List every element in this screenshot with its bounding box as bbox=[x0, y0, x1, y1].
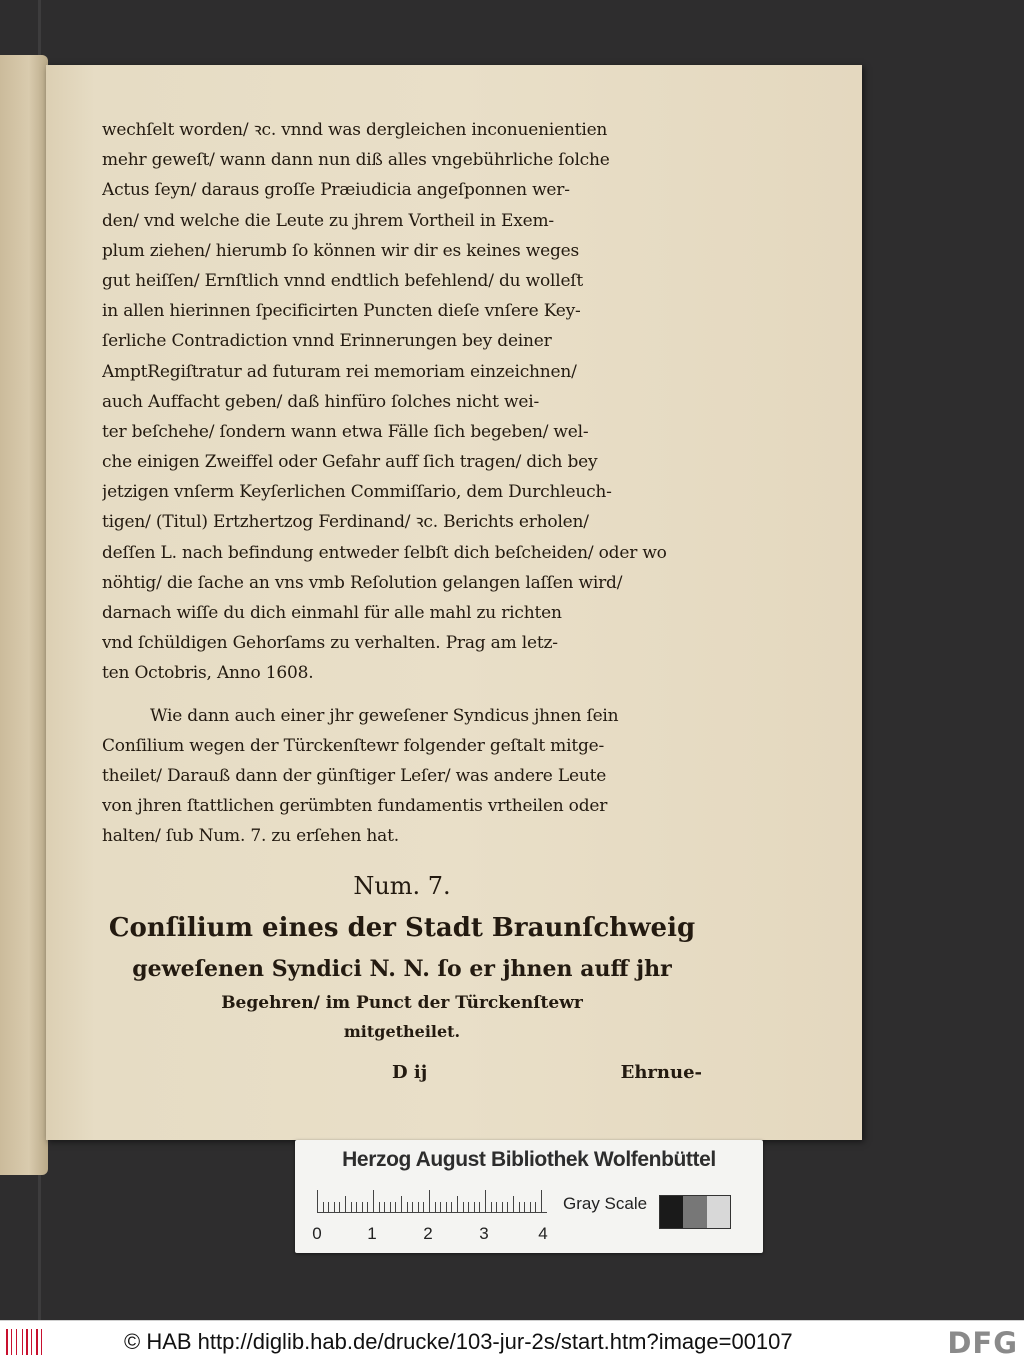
ruler-tick bbox=[317, 1190, 318, 1212]
ruler-tick bbox=[423, 1202, 424, 1212]
ruler-tick bbox=[524, 1202, 525, 1212]
text-line: von jhren ſtattlichen gerümbten fundamentis vrtheilen oder bbox=[102, 796, 608, 817]
ruler-number: 3 bbox=[479, 1224, 489, 1243]
book-page bbox=[46, 65, 862, 1140]
ruler-tick bbox=[446, 1202, 447, 1212]
ruler-tick bbox=[367, 1202, 368, 1212]
ruler-tick bbox=[457, 1196, 458, 1212]
grayscale-light bbox=[707, 1196, 730, 1228]
text-line: vnd ſchüldigen Gehorſams zu verhalten. Prag am letz- bbox=[102, 633, 558, 654]
text-line: in allen hierinnen ſpecificirten Puncten dieſe vnſere Key- bbox=[102, 301, 581, 322]
ruler-number: 4 bbox=[538, 1224, 548, 1243]
ruler-number: 0 bbox=[312, 1224, 322, 1243]
ruler-tick bbox=[323, 1202, 324, 1212]
grayscale-dark bbox=[660, 1196, 683, 1228]
text-line: ten Octobris, Anno 1608. bbox=[102, 663, 314, 684]
section-title: Begehren/ im Punct der Türckenſtewr bbox=[221, 992, 583, 1013]
library-label bbox=[295, 1140, 763, 1253]
text-line: deſſen L. nach befindung entweder ſelbſt dich beſcheiden/ oder wo bbox=[102, 542, 667, 563]
ruler-tick bbox=[356, 1202, 357, 1212]
ruler-tick bbox=[345, 1196, 346, 1212]
grayscale-label: Gray Scale bbox=[563, 1194, 648, 1213]
ruler-tick bbox=[468, 1202, 469, 1212]
ruler-number: 1 bbox=[367, 1224, 377, 1243]
ruler-tick bbox=[474, 1202, 475, 1212]
ruler-tick bbox=[519, 1202, 520, 1212]
ruler-tick bbox=[491, 1202, 492, 1212]
page-footer bbox=[102, 1056, 702, 1096]
barcode-bar bbox=[41, 1329, 42, 1355]
barcode-bar bbox=[31, 1329, 32, 1355]
text-line: theilet/ Darauß dann der günſtiger Leſer/ was andere Leute bbox=[102, 765, 607, 786]
text-line: wechſelt worden/ ꝛc. vnnd was dergleichen inconuenientien bbox=[102, 120, 608, 140]
barcode-bar bbox=[11, 1329, 12, 1355]
ruler-tick bbox=[429, 1190, 430, 1212]
page-text bbox=[102, 115, 702, 1096]
ruler-number: 2 bbox=[423, 1224, 433, 1243]
text-line: Actus ſeyn/ daraus groſſe Præiudicia angeſponnen wer- bbox=[102, 180, 570, 201]
text-line: ter beſchehe/ ſondern wann etwa Fälle ſich begeben/ wel- bbox=[102, 421, 589, 442]
ruler-tick bbox=[513, 1196, 514, 1212]
copyright-link[interactable]: © HAB http://diglib.hab.de/drucke/103-jur-2s/start.htm?image=00107 bbox=[124, 1329, 793, 1354]
barcode-bar bbox=[26, 1329, 28, 1355]
section-title: mitgetheilet. bbox=[343, 1021, 461, 1041]
section-title: geweſenen Syndici N. N. ſo er jhnen auff jhr bbox=[132, 955, 672, 982]
ruler-tick bbox=[502, 1202, 503, 1212]
text-line: tigen/ (Titul) Ertzhertzog Ferdinand/ ꝛc. Berichts erholen/ bbox=[102, 512, 589, 533]
barcode-bar bbox=[16, 1329, 17, 1355]
ruler-tick bbox=[479, 1202, 480, 1212]
footer-bar bbox=[0, 1320, 1024, 1364]
barcode-bar bbox=[6, 1329, 8, 1355]
ruler-tick bbox=[384, 1202, 385, 1212]
text-line: plum ziehen/ hierumb ſo können wir dir es keines weges bbox=[102, 240, 580, 261]
ruler-tick bbox=[451, 1202, 452, 1212]
ruler-tick bbox=[407, 1202, 408, 1212]
text-line: den/ vnd welche die Leute zu jhrem Vortheil in Exem- bbox=[102, 210, 554, 231]
ruler-tick bbox=[418, 1202, 419, 1212]
barcode-icon bbox=[4, 1327, 48, 1357]
section-title: Conſilium eines der Stadt Braunſchweig bbox=[108, 912, 696, 943]
ruler-tick bbox=[496, 1202, 497, 1212]
ruler-tick bbox=[334, 1202, 335, 1212]
section-heading: Num. 7. bbox=[353, 871, 451, 900]
measurement-ruler bbox=[317, 1190, 547, 1212]
text-line: jetzigen vnſerm Keyſerlichen Commiſſario, dem Durchleuch- bbox=[102, 482, 612, 503]
ruler-tick bbox=[379, 1202, 380, 1212]
text-line: mehr geweſt/ wann dann nun diß alles vngebührliche ſolche bbox=[102, 150, 610, 171]
catchword: Ehrnue- bbox=[620, 1061, 702, 1083]
ruler-tick bbox=[485, 1190, 486, 1212]
ruler-tick bbox=[507, 1202, 508, 1212]
ruler-tick bbox=[328, 1202, 329, 1212]
text-line: gut heiſſen/ Ernſtlich vnnd endtlich befehlend/ du wolleſt bbox=[102, 270, 584, 291]
ruler-tick bbox=[339, 1202, 340, 1212]
text-line: Wie dann auch einer jhr geweſener Syndicus jhnen ſein bbox=[150, 705, 619, 726]
previous-page-edge bbox=[0, 55, 48, 1175]
ruler-tick bbox=[373, 1190, 374, 1212]
text-line: nöhtig/ die ſache an vns vmb Reſolution gelangen laſſen wird/ bbox=[102, 572, 623, 593]
barcode-bar bbox=[22, 1329, 23, 1355]
ruler-tick bbox=[440, 1202, 441, 1212]
text-line: AmptRegiſtratur ad futuram rei memoriam einzeichnen/ bbox=[102, 361, 577, 382]
ruler-tick bbox=[535, 1202, 536, 1212]
ruler-tick bbox=[412, 1202, 413, 1212]
library-name: Herzog August Bibliothek Wolfenbüttel bbox=[342, 1148, 716, 1171]
ruler-tick bbox=[390, 1202, 391, 1212]
grayscale-swatch bbox=[659, 1195, 731, 1229]
ruler-tick bbox=[351, 1202, 352, 1212]
ruler-tick bbox=[395, 1202, 396, 1212]
grayscale-mid bbox=[683, 1196, 706, 1228]
signature-mark: D ij bbox=[392, 1061, 428, 1083]
ruler-tick bbox=[530, 1202, 531, 1212]
ruler-tick bbox=[435, 1202, 436, 1212]
ruler-tick bbox=[362, 1202, 363, 1212]
text-line: auch Auffacht geben/ daß hinfüro ſolches nicht wei- bbox=[102, 391, 539, 412]
text-line: halten/ ſub Num. 7. zu erſehen hat. bbox=[102, 826, 399, 847]
dfg-logo[interactable]: DFG bbox=[947, 1326, 1018, 1360]
text-line: ſerliche Contradiction vnnd Erinnerungen bey deiner bbox=[102, 331, 552, 352]
text-line: Conſilium wegen der Türckenſtewr folgender geſtalt mitge- bbox=[102, 735, 605, 756]
barcode-bar bbox=[36, 1329, 38, 1355]
ruler-tick bbox=[401, 1196, 402, 1212]
ruler-tick bbox=[463, 1202, 464, 1212]
ruler-tick bbox=[541, 1190, 542, 1212]
text-line: che einigen Zweiffel oder Gefahr auff ſich tragen/ dich bey bbox=[102, 452, 598, 473]
text-line: darnach wiſſe du dich einmahl für alle mahl zu richten bbox=[102, 603, 562, 623]
